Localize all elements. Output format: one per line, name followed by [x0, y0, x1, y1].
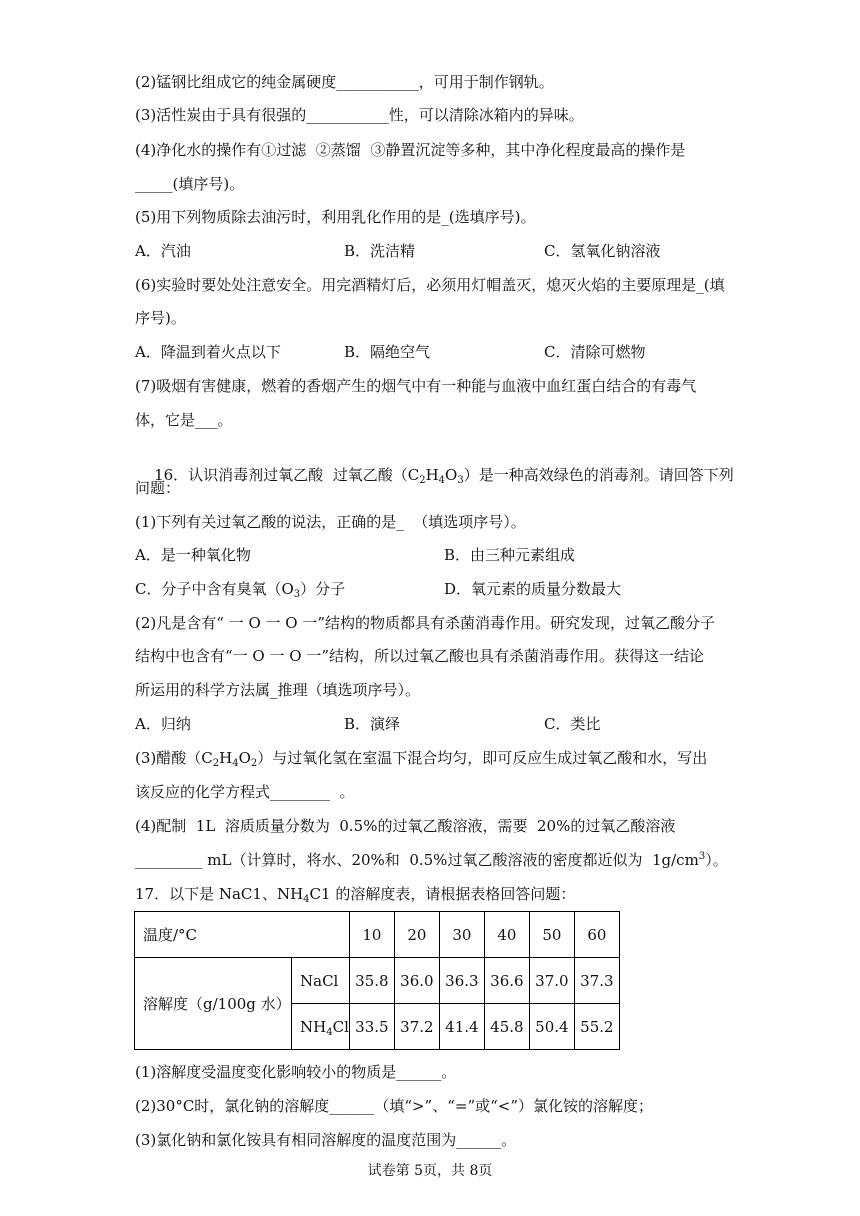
q16-2-option-a: A．归纳 [135, 715, 191, 733]
q15-part7-line2: 体，它是___。 [135, 411, 233, 429]
q15-part6-line2: 序号)。 [135, 309, 186, 327]
temp-cell: 60 [574, 912, 619, 958]
q15-5-option-a: A．汽油 [135, 242, 191, 260]
q15-5-option-b: B．洗洁精 [344, 242, 416, 260]
q15-part3: (3)活性炭由于具有很强的___________性，可以清除冰箱内的异味。 [135, 106, 584, 124]
value-cell: 50.4 [529, 1004, 574, 1050]
temp-cell: 30 [439, 912, 484, 958]
q15-part4-line1: (4)净化水的操作有①过滤 ②蒸馏 ③静置沉淀等多种，其中净化程度最高的操作是 [135, 141, 686, 159]
q16-2-option-b: B．演绎 [344, 715, 401, 733]
value-cell: 55.2 [574, 1004, 619, 1050]
value-cell: 45.8 [484, 1004, 529, 1050]
q15-6-option-a: A．降温到着火点以下 [135, 343, 281, 361]
q16-1-option-a: A．是一种氧化物 [135, 546, 251, 564]
temp-cell: 20 [394, 912, 439, 958]
value-cell: 41.4 [439, 1004, 484, 1050]
temp-cell: 10 [349, 912, 394, 958]
row-label-nh4cl: $NH_4Cl$ [292, 1004, 350, 1050]
q16-part2-line2: 结构中也含有“一 O 一 O 一”结构，所以过氧乙酸也具有杀菌消毒作用。获得这一结论 [135, 647, 705, 665]
row-label-nacl: NaCl [292, 958, 350, 1004]
q16-1-option-d: D．氧元素的质量分数最大 [444, 580, 622, 598]
q16-part1: (1)下列有关过氧乙酸的说法，正确的是_ （填选项序号）。 [135, 513, 526, 531]
q15-6-option-c: C．清除可燃物 [544, 343, 646, 361]
q15-part4-line2: _____(填序号)。 [135, 175, 245, 193]
q16-part3-line1: (3)醋酸$(C_2H_4O_2)$与过氧化氢在室温下混合均匀，即可反应生成过氧乙酸和水，写出 [135, 749, 708, 769]
q15-part7-line1: (7)吸烟有害健康，燃着的香烟产生的烟气中有一种能与血液中血红蛋白结合的有毒气 [135, 377, 697, 395]
value-cell: 35.8 [349, 958, 394, 1004]
q16-part3-line2: 该反应的化学方程式________ 。 [135, 783, 355, 801]
q15-part6-line1: (6)实验时要处处注意安全。用完酒精灯后，必须用灯帽盖灭，熄灭火焰的主要原理是_(填 [135, 276, 725, 294]
q17-stem: 17．以下是 NaC1、$NH_4C1$ 的溶解度表，请根据表格回答问题： [135, 885, 576, 905]
q15-6-option-b: B．隔绝空气 [344, 343, 431, 361]
q15-part2: (2)锰钢比组成它的纯金属硬度___________，可用于制作钢轨。 [135, 73, 554, 91]
q16-1-option-b: B．由三种元素组成 [444, 546, 576, 564]
q16-stem-line1: 16．认识消毒剂过氧乙酸 过氧乙酸$(C_2H_4O_3)$是一种高效绿色的消毒剂。请回答下列 [154, 466, 734, 486]
header-solubility: 溶解度（g/100g 水） [135, 958, 292, 1050]
q17-part2: (2)30°C时，氯化钠的溶解度______（填“>”、“=”或“<”）氯化铵的溶解度； [135, 1097, 654, 1115]
value-cell: 36.3 [439, 958, 484, 1004]
q16-part4-line2: _________ mL（计算时，将水、20%和 0.5%过氧乙酸溶液的密度都近似为 $1g/cm^3$）。 [135, 851, 728, 869]
q17-part1: (1)溶解度受温度变化影响较小的物质是______。 [135, 1063, 457, 1081]
q15-part5: (5)用下列物质除去油污时，利用乳化作用的是_(选填序号)。 [135, 208, 536, 226]
value-cell: 37.2 [394, 1004, 439, 1050]
temp-cell: 40 [484, 912, 529, 958]
q16-1-option-c: C．分子中含有臭氧$(O_3)$分子 [135, 580, 346, 600]
header-temperature: 温度/°C [135, 912, 350, 958]
value-cell: 33.5 [349, 1004, 394, 1050]
q16-part2-line3: 所运用的科学方法属_推理（填选项序号）。 [135, 681, 421, 699]
q16-2-option-c: C．类比 [544, 715, 601, 733]
q15-5-option-c: C．氢氧化钠溶液 [544, 242, 661, 260]
q16-stem-line2: 问题： [135, 479, 181, 497]
q17-part3: (3)氯化钠和氯化铵具有相同溶解度的温度范围为______。 [135, 1131, 517, 1149]
value-cell: 36.6 [484, 958, 529, 1004]
q16-part2-line1: (2)凡是含有“ 一 O 一 O 一”结构的物质都具有杀菌消毒作用。研究发现，过氧乙酸分子 [135, 614, 716, 632]
value-cell: 37.3 [574, 958, 619, 1004]
q16-part4-line1: (4)配制 1L 溶质质量分数为 0.5%的过氧乙酸溶液，需要 20%的过氧乙酸溶液 [135, 817, 676, 835]
page-footer: 试卷第 5页，共 8页 [367, 1163, 493, 1179]
value-cell: 36.0 [394, 958, 439, 1004]
temp-cell: 50 [529, 912, 574, 958]
solubility-table [134, 911, 620, 1050]
value-cell: 37.0 [529, 958, 574, 1004]
